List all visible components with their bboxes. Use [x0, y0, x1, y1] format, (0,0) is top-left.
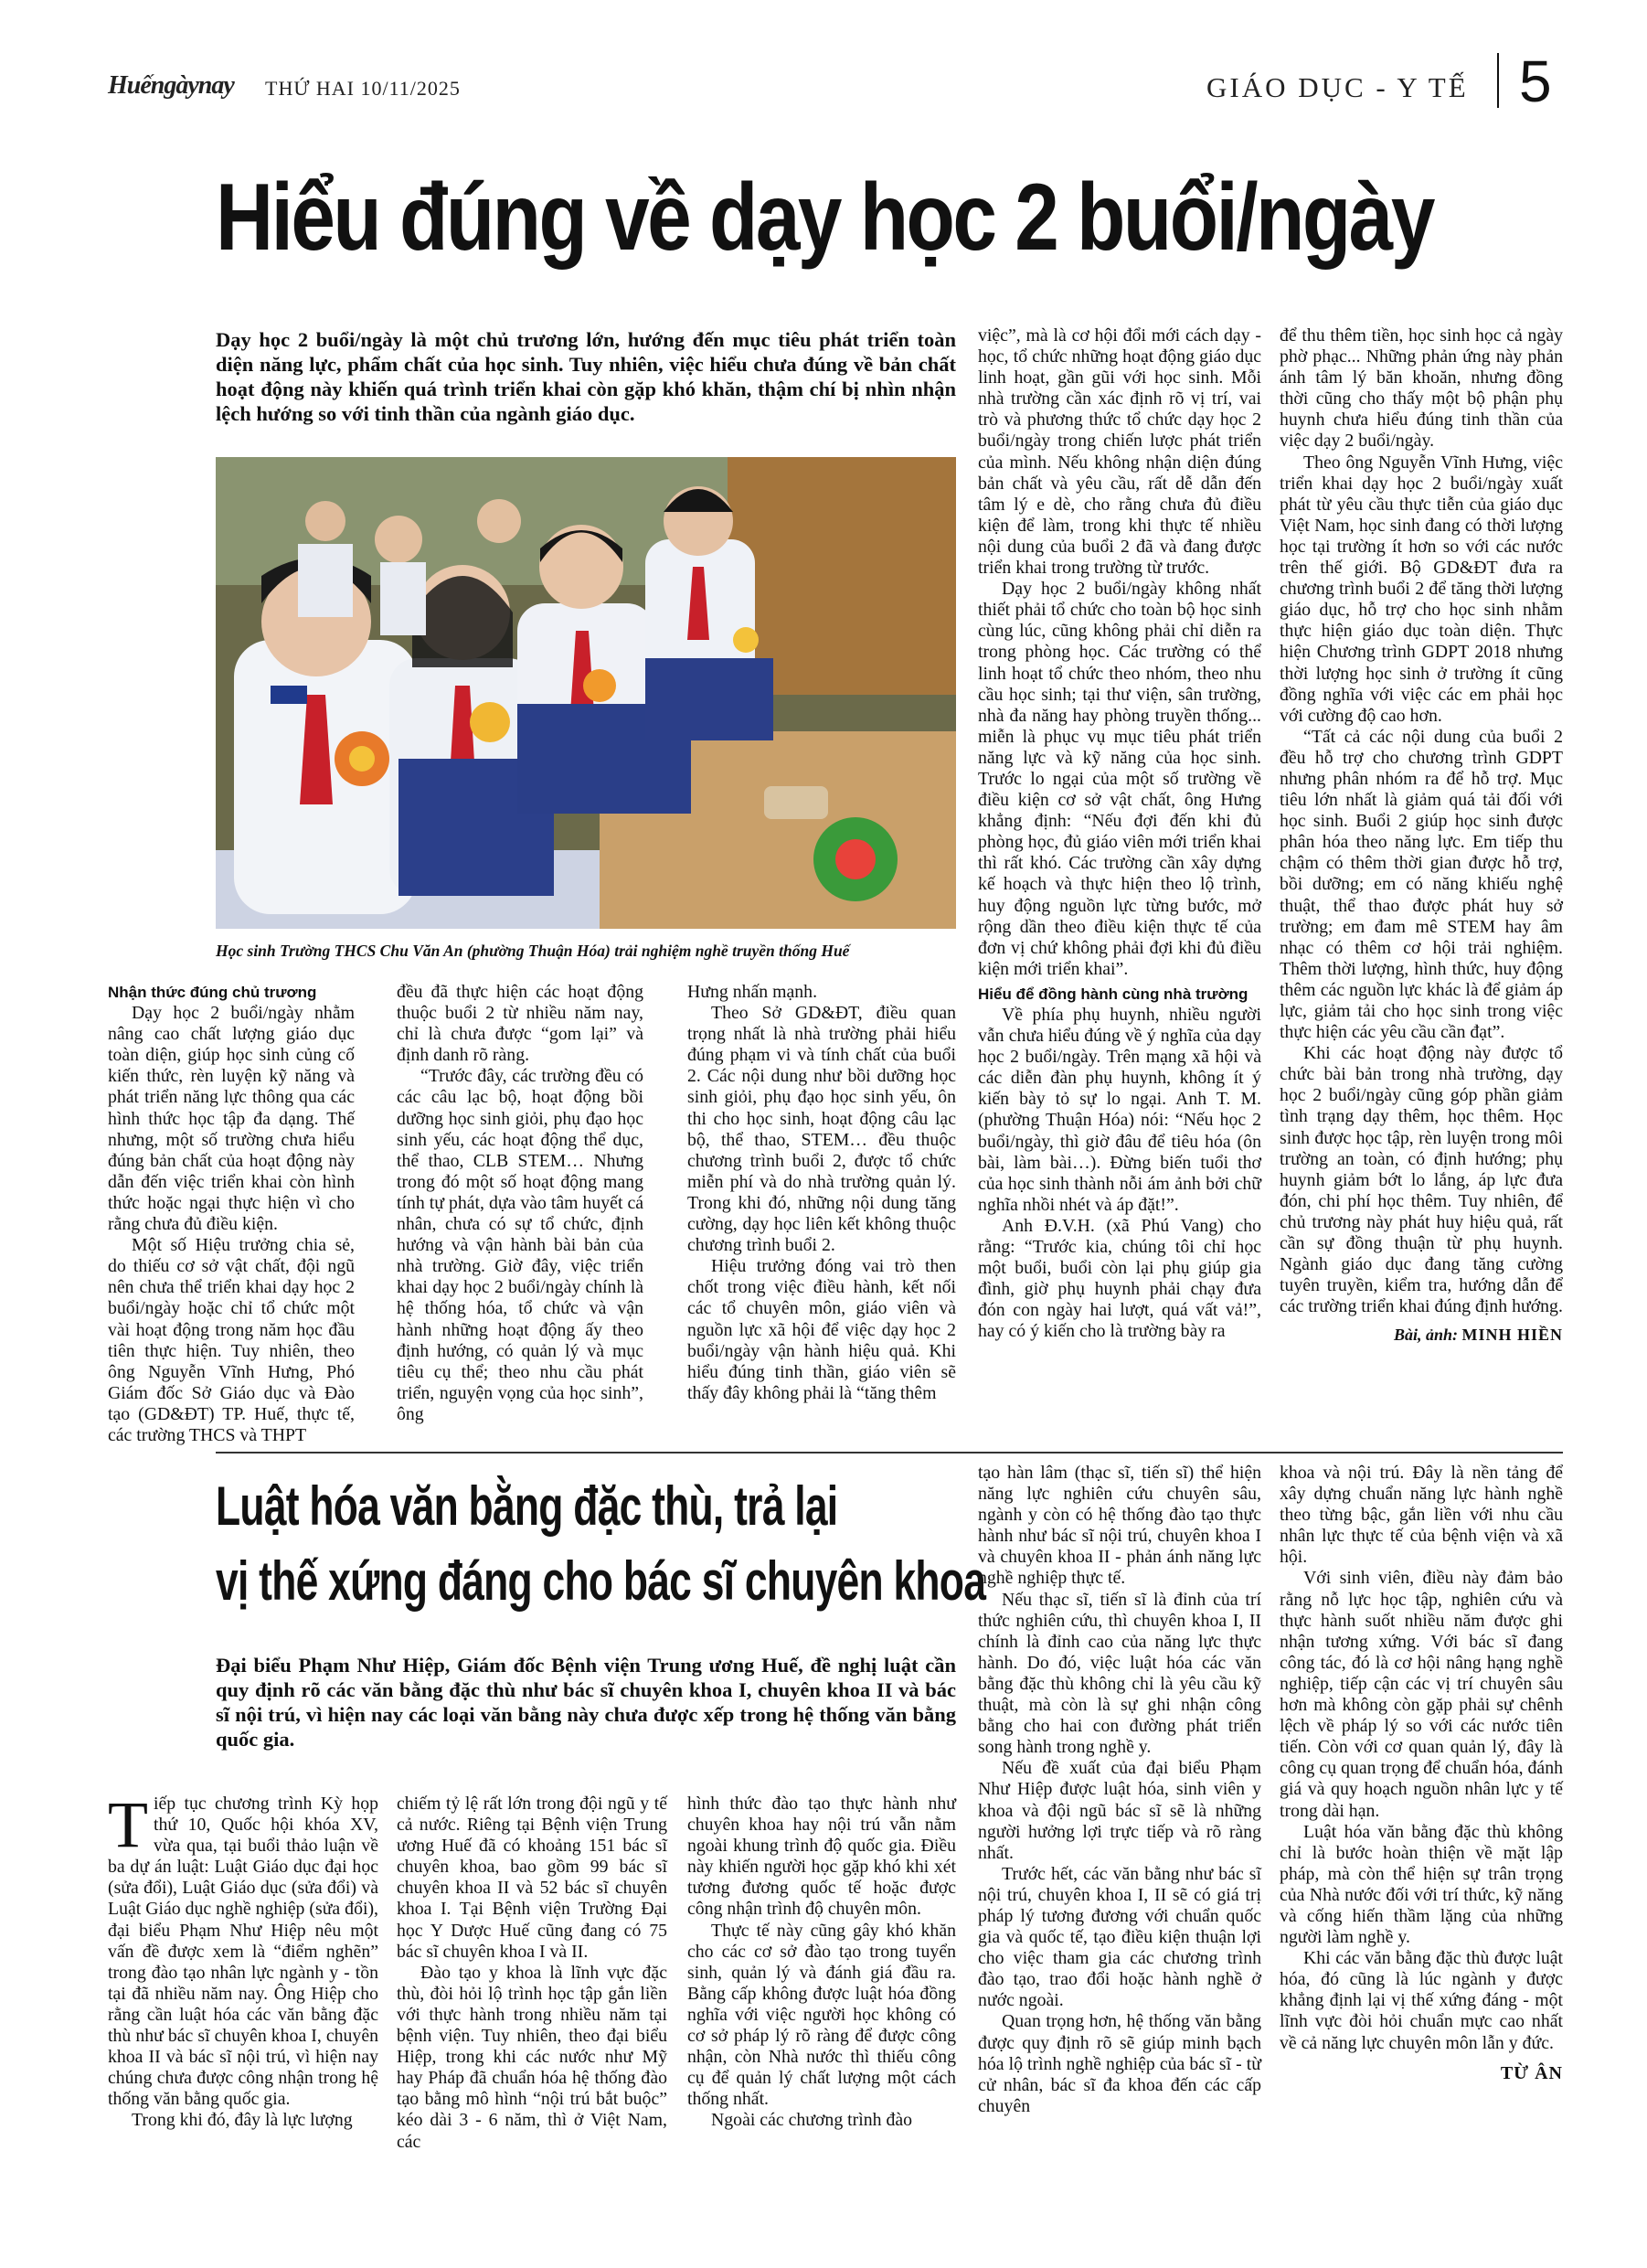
paragraph: Trong khi đó, đây là lực lượng: [132, 2110, 353, 2131]
article2-sapo: Đại biểu Phạm Như Hiệp, Giám đốc Bệnh viện Trung ương Huế, đề nghị luật cần quy định rõ các văn bằng đặc thù như bác sĩ chuyên khoa I, chuyên khoa II và bác sĩ nội trú, vì hiện nay các loại văn bằng này chưa được xếp trong hệ thống văn bằng quốc gia.: [216, 1654, 956, 1751]
byline-label: Bài, ảnh:: [1393, 1326, 1458, 1345]
paragraph: Anh Đ.V.H. (xã Phú Vang) cho rằng: “Trước kia, chúng tôi chỉ học một buổi, buổi còn lại phụ giúp gia đình, giờ phụ huynh phải chạy đưa đón con ngày hai lượt, quá vất vả!”, hay có ý kiến cho là trường bày ra: [978, 1215, 1261, 1342]
article2-column-1: [108, 1788, 378, 2132]
article1-photo: [216, 457, 956, 929]
paragraph: hình thức đào tạo thực hành như chuyên khoa hay nội trú vẫn nằm ngoài khung trình độ quốc gia. Điều này khiến người học gặp khó khi xét tương đương quốc tế hoặc được công nhận trình độ chuyên môn.: [687, 1794, 956, 1920]
article2-column-3: [687, 1794, 956, 2132]
article1-column-2: [397, 982, 643, 1425]
article1-column-3: [687, 982, 956, 1404]
paragraph: Nếu thạc sĩ, tiến sĩ là đỉnh của trí thức nghiên cứu, thì chuyên khoa I, II chính là đỉnh cao của năng lực thực hành. Do đó, việc luật hóa các văn bằng đặc thù không chỉ là yêu cầu kỹ thuật, mà còn là sự ghi nhận công bằng cho hai con đường phát triển song hành trong nghề y.: [978, 1589, 1261, 1758]
article1-headline: Hiểu đúng về dạy học 2 buổi/ngày: [216, 165, 1433, 271]
paragraph: chiếm tỷ lệ rất lớn trong đội ngũ y tế cả nước. Riêng tại Bệnh viện Trung ương Huế đã có khoảng 151 bác sĩ chuyên khoa, bao gồm 99 bác sĩ chuyên khoa II và 52 bác sĩ chuyên khoa I. Tại Bệnh viện Trường Đại học Y Dược Huế cũng đang có 75 bác sĩ chuyên khoa I và II.: [397, 1794, 667, 1962]
paragraph: đều đã thực hiện các hoạt động thuộc buổi 2 từ nhiều năm nay, chỉ là chưa được “gom lại” và định danh rõ ràng.: [397, 982, 643, 1066]
paragraph: tạo hàn lâm (thạc sĩ, tiến sĩ) thể hiện năng lực nghiên cứu chuyên sâu, ngành y còn có hệ thống đào tạo thực hành như bác sĩ nội trú, chuyên khoa I và chuyên khoa II - phản ánh năng lực nghề nghiệp thực tế.: [978, 1463, 1261, 1589]
article1-photo-caption: Học sinh Trường THCS Chu Văn An (phường Thuận Hóa) trải nghiệm nghề truyền thống Huế: [216, 942, 850, 960]
issue-date: THỨ HAI 10/11/2025: [265, 77, 461, 100]
paragraph: Trước hết, các văn bằng như bác sĩ nội trú, chuyên khoa I, II sẽ có giá trị pháp lý tương đương với chuẩn quốc gia và quốc tế, tạo điều kiện thuận lợi cho việc tham gia các chương trình đào tạo, trao đổi hoặc hành nghề ở nước ngoài.: [978, 1863, 1261, 2011]
paragraph: Hiệu trưởng đóng vai trò then chốt trong việc điều hành, kết nối các tổ chuyên môn, giáo viên và nguồn lực xã hội để việc dạy học 2 buổi/ngày vận hành hiệu quả. Khi hiểu đúng tinh thần, giáo viên sẽ thấy đây không phải là “tăng thêm: [687, 1256, 956, 1403]
paragraph: iếp tục chương trình Kỳ họp thứ 10, Quốc hội khóa XV, vừa qua, tại buổi thảo luận về ba dự án luật: Luật Giáo dục đại học (sửa đổi), Luật Giáo dục (sửa đổi) và Luật Giáo dục nghề nghiệp (sửa đổi), đại biểu Phạm Như Hiệp nêu một vấn đề được xem là “điểm nghẽn” trong đào tạo nhân lực ngành y - tồn tại đã nhiều năm nay. Ông Hiệp cho rằng cần luật hóa các văn bằng đặc thù như bác sĩ chuyên khoa I, chuyên khoa II và bác sĩ nội trú, vì hiện nay chúng chưa được công nhận trong hệ thống văn bằng quốc gia.: [108, 1794, 378, 2110]
byline-author: MINH HIỀN: [1461, 1326, 1563, 1345]
paragraph: Quan trọng hơn, hệ thống văn bằng được quy định rõ sẽ giúp minh bạch hóa lộ trình nghề nghiệp của bác sĩ - từ cử nhân, bác sĩ đa khoa đến các cấp chuyên: [978, 2011, 1261, 2116]
article1-column-5: [1280, 325, 1563, 1347]
article2-column-5: [1280, 1463, 1563, 2084]
article1-column-1: [108, 982, 355, 1446]
header-divider: [1497, 53, 1499, 108]
article1-subhead-1: Nhận thức đúng chủ trương: [108, 984, 317, 1001]
article1-sapo: Dạy học 2 buổi/ngày là một chủ trương lớn, hướng đến mục tiêu phát triển toàn diện năng lực, phẩm chất của học sinh. Tuy nhiên, việc hiểu chưa đúng về bản chất hoạt động này khiến quá trình triển khai còn gặp khó khăn, thậm chí bị nhìn nhận lệch hướng so với tinh thần của ngành giáo dục.: [216, 328, 956, 425]
paragraph: Khi các văn bằng đặc thù được luật hóa, đó cũng là lúc ngành y được khẳng định lại vị thế xứng đáng - một lĩnh vực đòi hỏi chuẩn mực cao nhất về cả năng lực chuyên môn lẫn y đức.: [1280, 1948, 1563, 2053]
article-divider: [216, 1452, 1563, 1453]
masthead-logo: Huếngàynay: [108, 71, 234, 100]
paragraph: khoa và nội trú. Đây là nền tảng để xây dựng chuẩn năng lực hành nghề theo từng bậc, gắn liền với nhu cầu nhân lực thực tế của bệnh viện và xã hội.: [1280, 1463, 1563, 1568]
paragraph: Dạy học 2 buổi/ngày không nhất thiết phải tổ chức cho toàn bộ học sinh cùng lúc, cũng không phải chỉ diễn ra trong phòng học. Các trường có thể linh hoạt tổ chức theo nhóm, theo nhu cầu học sinh; tại thư viện, sân trường, nhà đa năng hay phòng truyền thống... miễn là phục vụ mục tiêu phát triển năng lực và kỹ năng của học sinh. Trước lo ngại của một số trường về điều kiện cơ sở vật chất, ông Hưng khẳng định: “Nếu đợi đến khi đủ phòng học, đủ giáo viên mới triển khai thì rất khó. Các trường cần xây dựng kế hoạch và thực hiện theo lộ trình, huy động nguồn lực từng bước, mở rộng dần theo điều kiện thực tế của đơn vị chứ không phải đợi khi đủ điều kiện mới triển khai”.: [978, 579, 1261, 979]
paragraph: Ngoài các chương trình đào: [711, 2110, 913, 2131]
paragraph: “Trước đây, các trường đều có các câu lạc bộ, hoạt động bồi dưỡng học sinh giỏi, phụ đạo học sinh yếu, các hoạt động thể dục, thể thao, CLB STEM… Nhưng trong đó một số hoạt động mang tính tự phát, dựa vào tâm huyết cá nhân, chưa có sự tổ chức, định hướng và vận hành bài bản của nhà trường. Giờ đây, việc triển khai dạy học 2 buổi/ngày chính là hệ thống hóa, tổ chức và vận hành những hoạt động ấy theo định hướng, có quản lý và mục tiêu cụ thể; theo nhu cầu phát triển, nguyện vọng của học sinh”, ông: [397, 1066, 643, 1424]
paragraph: Đào tạo y khoa là lĩnh vực đặc thù, đòi hỏi lộ trình học tập gắn liền với thực hành trong nhiều năm tại bệnh viện. Tuy nhiên, theo đại biểu Hiệp, trong khi các nước như Mỹ hay Pháp đã chuẩn hóa hệ thống đào tạo bằng mô hình “nội trú bắt buộc” kéo dài 3 - 6 năm, thì ở Việt Nam, các: [397, 1962, 667, 2152]
article2-headline-line-2: vị thế xứng đáng cho bác sĩ chuyên khoa: [216, 1550, 986, 1612]
article1-column-4: [978, 325, 1261, 1343]
article2-column-2: [397, 1794, 667, 2153]
paragraph: “Tất cả các nội dung của buổi 2 đều hỗ trợ cho chương trình GDPT nhưng phân nhóm ra để hỗ trợ. Mục tiêu lớn nhất là giảm quá tải đối với học sinh. Buổi 2 giúp học sinh được phân hóa theo năng lực. Em tiếp thu chậm có thêm thời gian được hỗ trợ, bồi dưỡng; em có năng khiếu nghệ thuật, thể thao được phát huy sở trường; em đam mê STEM hay âm nhạc có thêm cơ hội trải nghiệm. Thêm thời lượng, hình thức, huy động thêm các nguồn lực khác là để giảm áp lực, giảm tải cho học sinh trong việc thực hiện các yêu cầu cần đạt”.: [1280, 726, 1563, 1043]
paragraph: Nếu đề xuất của đại biểu Phạm Như Hiệp được luật hóa, sinh viên y khoa và đội ngũ bác sĩ sẽ là những người hưởng lợi trực tiếp và rõ ràng nhất.: [978, 1758, 1261, 1863]
paragraph: Khi các hoạt động này được tổ chức bài bản trong nhà trường, dạy học 2 buổi/ngày cũng góp phần giảm tình trạng dạy thêm, học thêm. Học sinh được học tập, rèn luyện trong môi trường an toàn, có định hướng; phụ huynh giảm bớt lo lắng, áp lực đưa đón, chi phí học thêm. Tuy nhiên, để chủ trương này phát huy hiệu quả, rất cần sự đồng thuận từ phụ huynh. Ngành giáo dục đang tăng cường tuyên truyền, kiểm tra, hướng dẫn để các trường triển khai đúng định hướng.: [1280, 1043, 1563, 1317]
article1-byline: [1280, 1325, 1563, 1346]
article1-subhead-2: Hiểu để đồng hành cùng nhà trường: [978, 985, 1249, 1003]
article2-column-4: [978, 1463, 1261, 2117]
page-number: 5: [1519, 48, 1552, 114]
paragraph: Một số Hiệu trưởng chia sẻ, do thiếu cơ sở vật chất, đội ngũ nên chưa thể triển khai dạy học 2 buổi/ngày hoặc chỉ tổ chức một vài hoạt động trong năm học đầu tiên thực hiện. Tuy nhiên, theo ông Nguyễn Vĩnh Hưng, Phó Giám đốc Sở Giáo dục và Đào tạo (GD&ĐT) TP. Huế, thực tế, các trường THCS và THPT: [108, 1235, 355, 1445]
paragraph: Thực tế này cũng gây khó khăn cho các cơ sở đào tạo trong tuyển sinh, quản lý và đánh giá đầu ra. Bằng cấp không được luật hóa đồng nghĩa với việc người học không có cơ sở pháp lý rõ ràng để được công nhận, còn Nhà nước thì thiếu công cụ để quản lý chất lượng một cách thống nhất.: [687, 1920, 956, 2110]
article2-headline-line-1: Luật hóa văn bằng đặc thù, trả lại: [216, 1475, 838, 1537]
paragraph: Hưng nhấn mạnh.: [687, 982, 818, 1002]
article2-author: TỪ ÂN: [1500, 2062, 1563, 2083]
paragraph: Về phía phụ huynh, nhiều người vẫn chưa hiểu đúng về ý nghĩa của dạy học 2 buổi/ngày. Trên mạng xã hội và các diễn đàn phụ huynh, không ít ý kiến bày tỏ sự lo ngại. Anh T. M. (phường Thuận Hóa) nói: “Nếu học 2 buổi/ngày, thì giờ đâu để tiêu hóa (ôn bài, làm bài…). Đừng biến tuổi thơ của học sinh thành nỗi ám ảnh bởi chữ nghĩa nhồi nhét và áp đặt!”.: [978, 1005, 1261, 1215]
paragraph: để thu thêm tiền, học sinh học cả ngày phờ phạc... Những phản ứng này phản ánh tâm lý băn khoăn, nhưng đồng thời cũng cho thấy một bộ phận phụ huynh chưa hiểu đúng tinh thần của việc dạy 2 buổi/ngày.: [1280, 325, 1563, 452]
paragraph: Luật hóa văn bằng đặc thù không chỉ là bước hoàn thiện về mặt lập pháp, mà còn thể hiện sự trân trọng của Nhà nước đối với trí thức, kỹ năng và cống hiến thầm lặng của những người làm nghề y.: [1280, 1821, 1563, 1948]
section-title: GIÁO DỤC - Y TẾ: [1206, 71, 1469, 103]
dropcap: T: [108, 1788, 148, 1861]
paragraph: Theo ông Nguyễn Vĩnh Hưng, việc triển khai dạy học 2 buổi/ngày xuất phát từ yêu cầu thực tiễn của giáo dục Việt Nam, học sinh đang có thời lượng học tại trường ít hơn so với các nước trên thế giới. Bộ GD&ĐT đưa ra chương trình buổi 2 để tăng thời lượng giáo dục, hỗ trợ cho học sinh nhằm thực hiện giáo dục toàn diện. Thực hiện Chương trình GDPT 2018 nhưng thời lượng học sinh ở trường ít cũng đồng nghĩa với việc các em phải học với cường độ cao hơn.: [1280, 452, 1563, 726]
paragraph: việc”, mà là cơ hội đổi mới cách dạy - học, tổ chức những hoạt động giáo dục linh hoạt, gần gũi với học sinh. Mỗi nhà trường cần xác định rõ vị trí, vai trò và phương thức tổ chức dạy học 2 buổi/ngày trong chiến lược phát triển của mình. Nếu không nhận diện đúng bản chất và yêu cầu, rất dễ dẫn đến tâm lý e dè, cho rằng chưa đủ điều kiện để làm, trong khi thực tế nhiều nội dung của buổi 2 đã và đang được triển khai trong trường từ trước.: [978, 325, 1261, 579]
paragraph: Với sinh viên, điều này đảm bảo rằng nỗ lực học tập, nghiên cứu và thực hành suốt nhiều năm được ghi nhận tương xứng. Với bác sĩ đang công tác, đó là cơ hội nâng hạng nghề nghiệp, tiếp cận các vị trí chuyên sâu hơn mà không còn gặp phải sự chênh lệch về pháp lý so với các nước tiên tiến. Còn với cơ quan quản lý, đây là công cụ quan trọng để chuẩn hóa, đánh giá và quy hoạch nguồn nhân lực y tế trong dài hạn.: [1280, 1568, 1563, 1821]
paragraph: Dạy học 2 buổi/ngày nhằm nâng cao chất lượng giáo dục toàn diện, giúp học sinh củng cố kiến thức, rèn luyện kỹ năng và phát triển năng lực thông qua các hình thức học tập đa dạng. Thế nhưng, một số trường chưa hiểu đúng bản chất của hoạt động này dẫn đến việc triển khai còn hình thức hoặc ngại thực hiện vì cho rằng chưa đủ điều kiện.: [108, 1003, 355, 1235]
paragraph: Theo Sở GD&ĐT, điều quan trọng nhất là nhà trường phải hiểu đúng phạm vi và tính chất của buổi 2. Các nội dung như bồi dưỡng học sinh giỏi, phụ đạo học sinh yếu, ôn thi cho học sinh, hoạt động câu lạc bộ, thể thao, STEM… đều thuộc chương trình buổi 2, được tổ chức miễn phí và do nhà trường quản lý. Trong khi đó, những nội dung tăng cường, dạy học liên kết không thuộc chương trình buổi 2.: [687, 1003, 956, 1256]
